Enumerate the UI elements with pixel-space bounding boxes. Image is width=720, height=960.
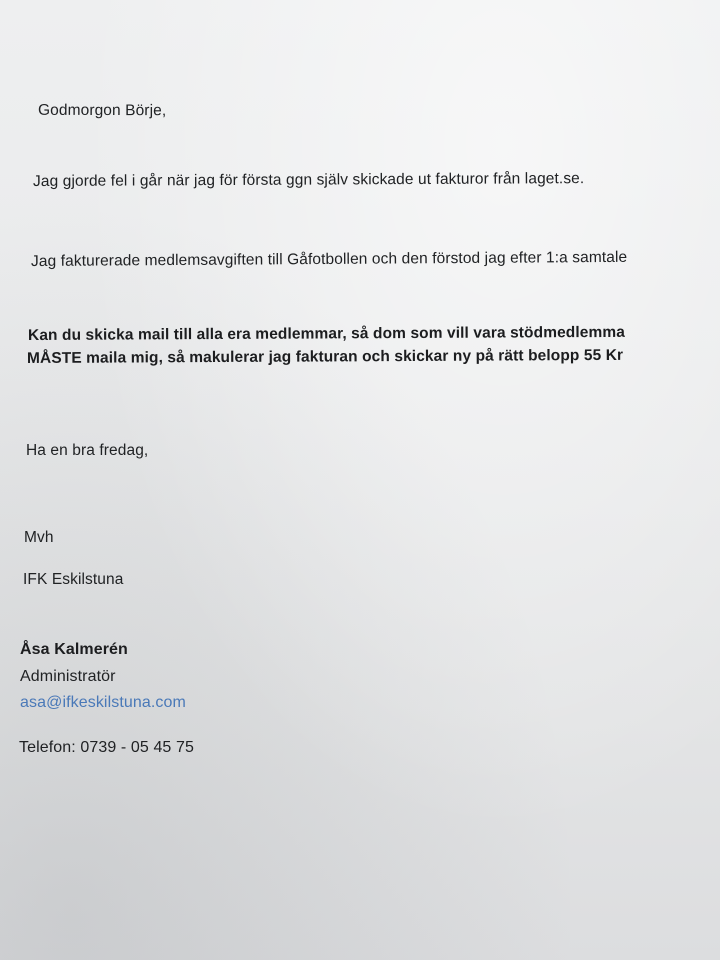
- closing-wish: Ha en bra fredag,: [26, 442, 149, 459]
- request-line-1: Kan du skicka mail till alla era medlemmar, så dom som vill vara stödmedlemma: [27, 323, 626, 344]
- request-line-2: MÅSTE maila mig, så makulerar jag fakturan och skickar ny på rätt belopp 55 Kr: [26, 346, 624, 367]
- organization-name: IFK Eskilstuna: [23, 571, 124, 588]
- sign-off: Mvh: [24, 529, 54, 546]
- signature-title: Administratör: [20, 668, 116, 685]
- greeting: Godmorgon Börje,: [37, 101, 167, 120]
- signature-phone: Telefon: 0739 - 05 45 75: [19, 739, 194, 756]
- paragraph-2: Jag fakturerade medlemsavgiften till Gåfotbollen och den förstod jag efter 1:a samtale: [30, 248, 628, 270]
- signature-email-link[interactable]: asa@ifkeskilstuna.com: [20, 694, 186, 711]
- paragraph-1: Jag gjorde fel i går när jag för första ggn själv skickade ut fakturor från laget.se.: [32, 170, 585, 190]
- signature-name: Åsa Kalmerén: [20, 641, 128, 658]
